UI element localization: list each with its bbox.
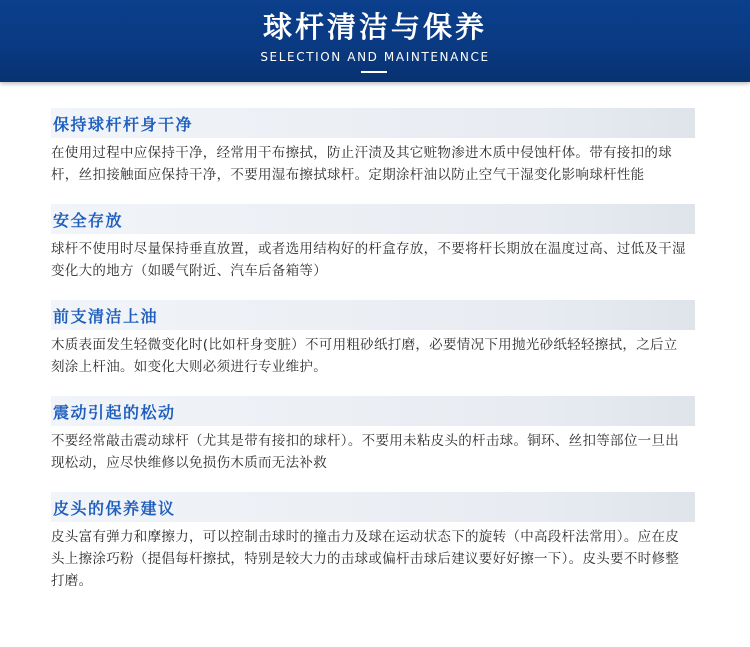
section-body: 不要经常敲击震动球杆（尤其是带有接扣的球杆）。不要用未粘皮头的杆击球。铜环、丝扣等部位一旦出现松动，应尽快维修以免损伤木质而无法补救 <box>51 433 680 471</box>
section-header <box>51 492 695 522</box>
section-body: 木质表面发生轻微变化时(比如杆身变脏）不可用粗砂纸打磨，必要情况下用抛光砂纸轻轻擦拭，之后立刻涂上杆油。如变化大则必须进行专业维护。 <box>51 337 678 375</box>
page-title: 球杆清洁与保养 <box>262 10 487 44</box>
section-header <box>51 108 695 138</box>
section-safe-storage <box>51 204 695 282</box>
section-vibration-loosening <box>51 396 695 474</box>
section-header <box>51 396 695 426</box>
content-sections <box>51 108 695 610</box>
section-body: 在使用过程中应保持干净，经常用干布擦拭，防止汗渍及其它赃物渗进木质中侵蚀杆体。带有接扣的球杆，丝扣接触面应保持干净，不要用湿布擦拭球杆。定期涂杆油以防止空气干湿变化影响球杆性能 <box>51 145 672 183</box>
section-keep-shaft-clean <box>51 108 695 186</box>
section-title: 保持球杆杆身干净 <box>53 114 194 134</box>
section-header <box>51 204 695 234</box>
section-tip-maintenance <box>51 492 695 592</box>
section-front-clean-oil <box>51 300 695 378</box>
page-subtitle: SELECTION AND MAINTENANCE <box>260 50 490 64</box>
header-banner <box>0 0 750 82</box>
section-title: 安全存放 <box>53 210 124 230</box>
section-body: 球杆不使用时尽量保持垂直放置，或者选用结构好的杆盒存放，不要将杆长期放在温度过高、过低及干湿变化大的地方（如暖气附近、汽车后备箱等） <box>51 241 686 279</box>
section-body: 皮头富有弹力和摩擦力，可以控制击球时的撞击力及球在运动状态下的旋转（中高段杆法常用）。应在皮头上擦涂巧粉（提倡每杆擦拭，特别是较大力的击球或偏杆击球后建议要好好擦一下）。皮头要不时修整打磨。 <box>51 529 680 589</box>
section-header <box>51 300 695 330</box>
section-title: 震动引起的松动 <box>53 402 176 422</box>
title-underline <box>361 71 387 73</box>
section-title: 前支清洁上油 <box>53 306 159 326</box>
section-title: 皮头的保养建议 <box>53 498 176 518</box>
